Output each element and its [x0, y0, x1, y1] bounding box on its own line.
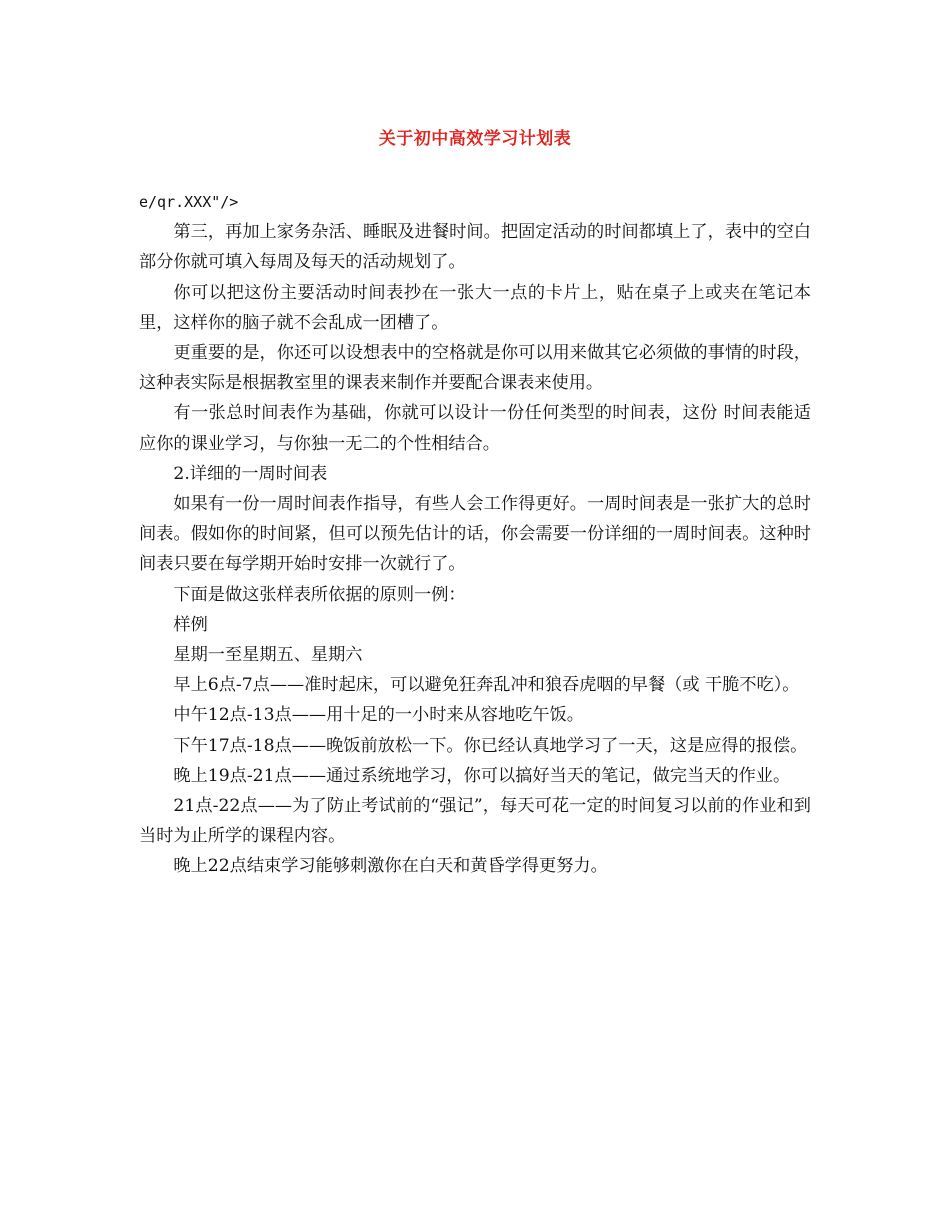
section-heading-weekly: 2.详细的一周时间表 [173, 463, 328, 484]
document-title: 关于初中高效学习计划表 [378, 129, 572, 149]
schedule-item-morning: 早上6点-7点——准时起床，可以避免狂奔乱冲和狼吞虎咽的早餐（或 干脆不吃）。 [173, 675, 800, 696]
label-weekdays: 星期一至星期五、星期六 [173, 645, 363, 666]
paragraph-card-copy: 你可以把这份主要活动时间表抄在一张大一点的卡片上，贴在桌子上或夹在笔记本里，这样你的脑子就不会乱成一团槽了。 [139, 282, 811, 333]
paragraph-principle-intro: 下面是做这张样表所依据的原则一例： [173, 584, 466, 605]
schedule-item-noon: 中午12点-13点——用十足的一小时来从容地吃午饭。 [173, 705, 584, 726]
document-body [139, 187, 811, 882]
paragraph-master-schedule: 有一张总时间表作为基础，你就可以设计一份任何类型的时间表，这份 时间表能适应你的课业学习，与你独一无二的个性相结合。 [139, 403, 811, 454]
paragraph-more-important: 更重要的是，你还可以设想表中的空格就是你可以用来做其它必须做的事情的时段，这种表实际是根据教室里的课表来制作并要配合课表来使用。 [139, 343, 811, 394]
schedule-item-afternoon: 下午17点-18点——晚饭前放松一下。你已经认真地学习了一天，这是应得的报偿。 [173, 735, 808, 756]
schedule-item-review: 21点-22点——为了防止考试前的“强记”，每天可花一定的时间复习以前的作业和到当时为止所学的课程内容。 [139, 796, 811, 847]
paragraph-weekly-schedule: 如果有一份一周时间表作指导，有些人会工作得更好。一周时间表是一张扩大的总时间表。假如你的时间紧，但可以预先估计的话，你会需要一份详细的一周时间表。这种时间表只要在每学期开始时安排一次就行了。 [139, 494, 811, 575]
label-sample: 样例 [173, 614, 208, 635]
schedule-item-end: 晚上22点结束学习能够刺激你在白天和黄昏学得更努力。 [173, 856, 608, 877]
paragraph-third-step: 第三，再加上家务杂活、睡眠及进餐时间。把固定活动的时间都填上了，表中的空白部分你就可填入每周及每天的活动规划了。 [139, 222, 811, 273]
code-fragment-line: e/qr.XXX"/> [139, 193, 239, 211]
schedule-item-evening: 晚上19点-21点——通过系统地学习，你可以搞好当天的笔记，做完当天的作业。 [173, 765, 791, 786]
